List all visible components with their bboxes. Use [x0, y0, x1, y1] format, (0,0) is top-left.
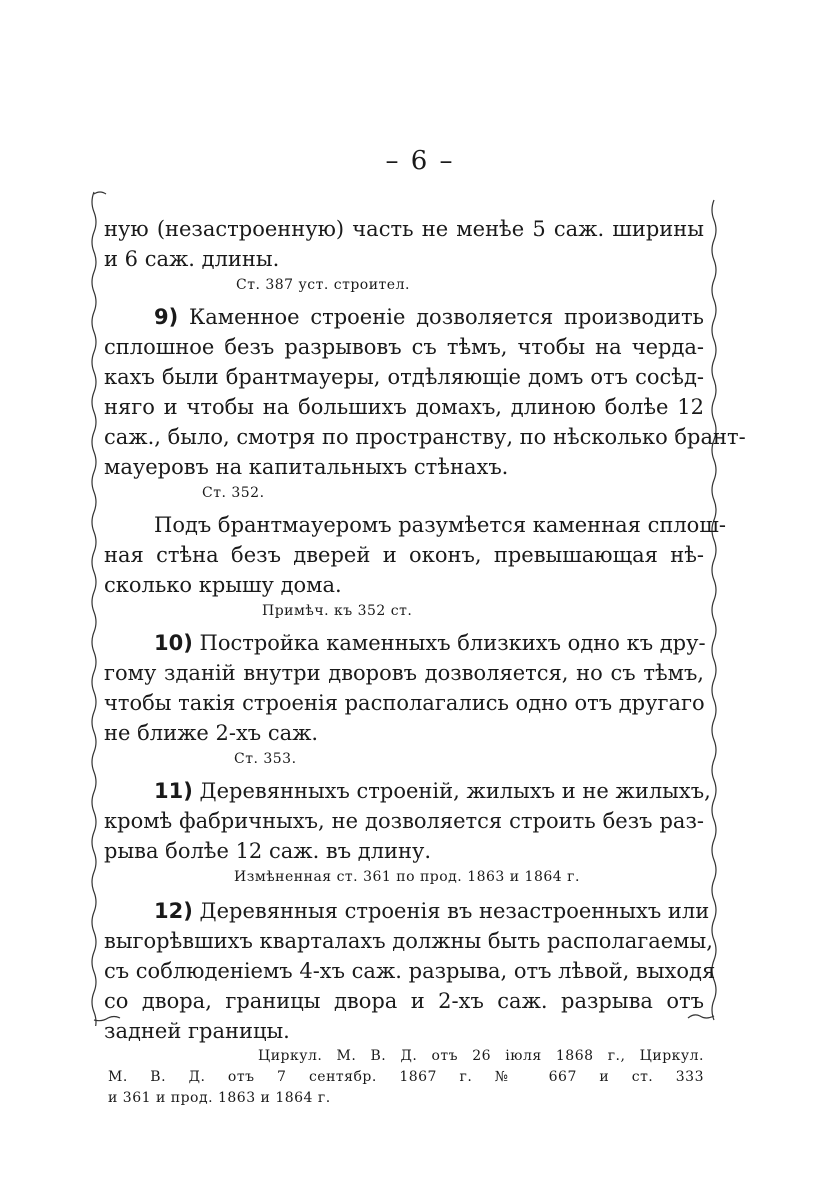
page-number: – 6 – [385, 146, 455, 176]
text-line: сколько крышу дома. [104, 573, 342, 597]
text-line: не ближе 2-хъ саж. [104, 721, 319, 745]
top-left-corner [94, 192, 106, 194]
right-border-line [712, 200, 716, 1020]
text-line: съ соблюденіемъ 4-хъ саж. разрыва, отъ лѣвой, выходя [104, 959, 716, 983]
reference: Ст. 387 уст. строител. [236, 277, 410, 293]
text-line: рыва болѣе 12 саж. въ длину. [104, 839, 432, 863]
text-line: сплошное безъ разрывовъ съ тѣмъ, чтобы на черда- [104, 335, 704, 359]
paragraph-number: 9) [154, 305, 179, 329]
reference: Измѣненная ст. 361 по прод. 1863 и 1864 г. [234, 869, 580, 885]
text-line: мауеровъ на капитальныхъ стѣнахъ. [104, 455, 509, 479]
text-line [104, 302, 704, 332]
citation-line: Циркул. М. В. Д. отъ 26 іюля 1868 г., Циркул. [258, 1048, 704, 1064]
text-line [104, 776, 711, 806]
left-border-line [92, 192, 96, 1026]
text-line: со двора, границы двора и 2-хъ саж. разрыва отъ [104, 989, 704, 1013]
page-body [104, 214, 746, 1109]
text-line: гому зданій внутри дворовъ дозволяется, но съ тѣмъ, [104, 661, 704, 685]
text-line: задней границы. [104, 1019, 290, 1043]
text-line: саж., было, смотря по пространству, по нѣсколько брант- [104, 425, 746, 449]
paragraph-number: 12) [154, 899, 193, 923]
citation-line: М. В. Д. отъ 7 сентябр. 1867 г. № 667 и ст. 333 [108, 1069, 704, 1085]
paragraph-number: 11) [154, 779, 193, 803]
citation-block [104, 1046, 704, 1109]
text-fragment: Деревянныхъ строеній, жилыхъ и не жилыхъ, [199, 779, 711, 803]
text-line [104, 628, 704, 658]
text-fragment: Деревянныя строенія въ незастроенныхъ или [199, 899, 710, 923]
text-line: кахъ были брантмауеры, отдѣляющіе домъ отъ сосѣд- [104, 365, 704, 389]
text-line: и 6 саж. длины. [104, 247, 280, 271]
text-fragment: Каменное строеніе дозволяется производить [188, 305, 704, 329]
text-fragment: Постройка каменныхъ близкихъ одно къ дру- [199, 631, 706, 655]
reference: Примѣч. къ 352 ст. [262, 603, 413, 619]
citation-line: и 361 и прод. 1863 и 1864 г. [108, 1090, 331, 1106]
text-line: кромѣ фабричныхъ, не дозволяется строить безъ раз- [104, 809, 704, 833]
text-line [104, 896, 710, 926]
text-line: Подъ брантмауеромъ разумѣется каменная сплош- [154, 513, 726, 537]
text-line: ную (незастроенную) часть не менѣе 5 саж. ширины [104, 217, 704, 241]
paragraph-number: 10) [154, 631, 193, 655]
text-line: чтобы такія строенія располагались одно отъ другаго [104, 691, 705, 715]
text-line: няго и чтобы на большихъ домахъ, длиною болѣе 12 [104, 395, 704, 419]
reference: Ст. 352. [202, 485, 265, 501]
reference: Ст. 353. [234, 751, 297, 767]
text-line: выгорѣвшихъ кварталахъ должны быть располагаемы, [104, 929, 713, 953]
text-line: ная стѣна безъ дверей и оконъ, превышающая нѣ- [104, 543, 704, 567]
